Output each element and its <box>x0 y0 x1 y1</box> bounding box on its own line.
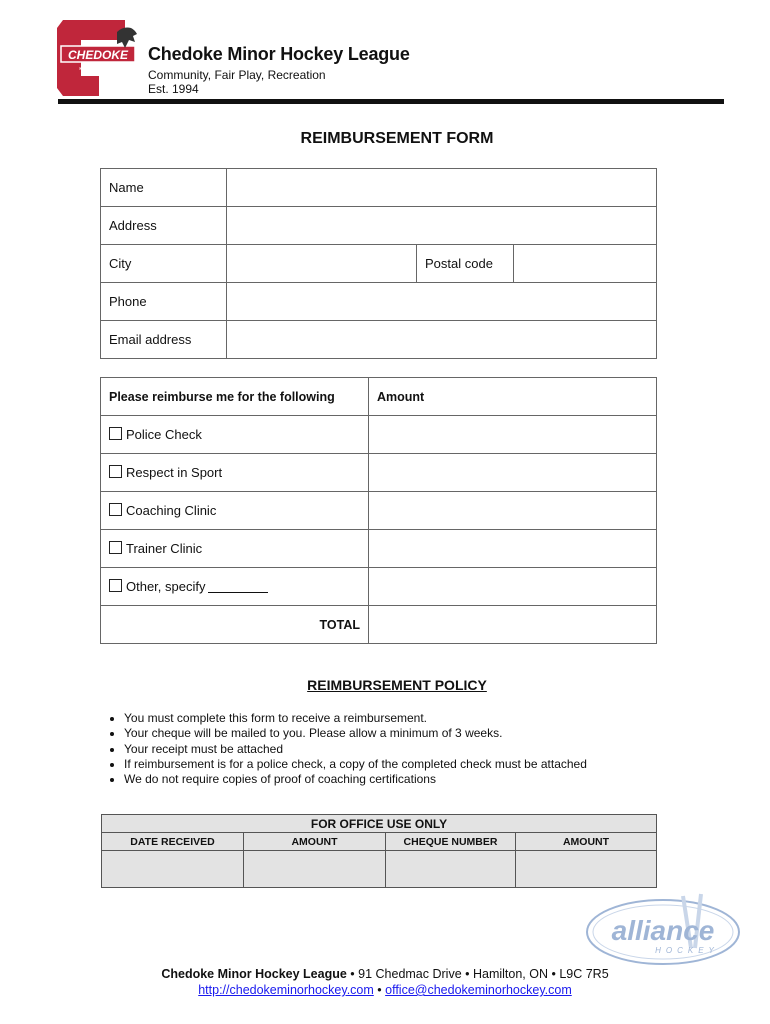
checkbox[interactable] <box>109 503 122 516</box>
amount-field[interactable] <box>369 454 657 492</box>
policy-item: • We do not require copies of proof of coaching certifications <box>124 772 587 787</box>
checkbox[interactable] <box>109 465 122 478</box>
email-label: Email address <box>101 321 227 359</box>
form-title: REIMBURSEMENT FORM <box>300 130 494 147</box>
postal-code-label: Postal code <box>417 245 514 283</box>
footer-contact-line <box>0 983 770 997</box>
amount-field[interactable] <box>369 416 657 454</box>
footer-address: • 91 Chedmac Drive • Hamilton, ON • L9C 7R5 <box>346 967 609 981</box>
col-cheque-number: CHEQUE NUMBER <box>386 833 516 851</box>
personal-info-table <box>100 168 657 359</box>
col-amount-2: AMOUNT <box>516 833 657 851</box>
name-label: Name <box>101 169 227 207</box>
item-coaching-clinic: Coaching Clinic <box>101 492 369 530</box>
policy-item: • Your cheque will be mailed to you. Please allow a minimum of 3 weeks. <box>124 726 587 741</box>
col-date-received: DATE RECEIVED <box>102 833 244 851</box>
alliance-hockey-logo <box>583 888 743 970</box>
specify-blank[interactable] <box>208 580 268 593</box>
email-field[interactable] <box>227 321 657 359</box>
address-label: Address <box>101 207 227 245</box>
email-link[interactable]: office@chedokeminorhockey.com <box>385 983 572 997</box>
org-tagline-block <box>148 68 326 96</box>
logo-text: CHEDOKE <box>67 48 129 62</box>
office-use-table <box>101 814 657 888</box>
total-label: TOTAL <box>101 606 369 644</box>
policy-item: • You must complete this form to receive a reimbursement. <box>124 711 587 726</box>
amount-field[interactable] <box>369 530 657 568</box>
logo-subtext: HOCKEY <box>79 66 99 71</box>
policy-item: • Your receipt must be attached <box>124 742 587 757</box>
website-link[interactable]: http://chedokeminorhockey.com <box>198 983 374 997</box>
league-logo <box>55 18 145 98</box>
item-police-check: Police Check <box>101 416 369 454</box>
policy-item: • If reimbursement is for a police check, a copy of the completed check must be attached <box>124 757 587 772</box>
reimbursement-items-table <box>100 377 657 644</box>
checkbox[interactable] <box>109 579 122 592</box>
footer-org: Chedoke Minor Hockey League <box>161 967 347 981</box>
name-field[interactable] <box>227 169 657 207</box>
footer-address-line <box>0 967 770 981</box>
footer-separator: • <box>373 983 386 997</box>
policy-title: REIMBURSEMENT POLICY <box>307 677 487 693</box>
city-field[interactable] <box>227 245 417 283</box>
col-amount: AMOUNT <box>244 833 386 851</box>
office-title: FOR OFFICE USE ONLY <box>102 815 657 833</box>
header-rule <box>58 99 724 104</box>
item-respect-in-sport: Respect in Sport <box>101 454 369 492</box>
org-name: Chedoke Minor Hockey League <box>148 44 410 64</box>
phone-label: Phone <box>101 283 227 321</box>
org-established: Est. 1994 <box>148 82 199 96</box>
office-cell <box>102 851 244 888</box>
checkbox[interactable] <box>109 427 122 440</box>
checkbox[interactable] <box>109 541 122 554</box>
postal-code-field[interactable] <box>514 245 657 283</box>
address-field[interactable] <box>227 207 657 245</box>
alliance-word: alliance <box>611 915 715 946</box>
office-cell <box>244 851 386 888</box>
amount-field[interactable] <box>369 568 657 606</box>
city-label: City <box>101 245 227 283</box>
total-field[interactable] <box>369 606 657 644</box>
policy-list <box>100 711 587 787</box>
phone-field[interactable] <box>227 283 657 321</box>
item-trainer-clinic: Trainer Clinic <box>101 530 369 568</box>
amount-field[interactable] <box>369 492 657 530</box>
items-header-label: Please reimburse me for the following <box>101 378 369 416</box>
items-header-amount: Amount <box>369 378 657 416</box>
org-tagline: Community, Fair Play, Recreation <box>148 68 326 82</box>
alliance-sub: HOCKEY <box>655 946 719 955</box>
item-other: Other, specify <box>101 568 369 606</box>
office-cell <box>516 851 657 888</box>
office-cell <box>386 851 516 888</box>
